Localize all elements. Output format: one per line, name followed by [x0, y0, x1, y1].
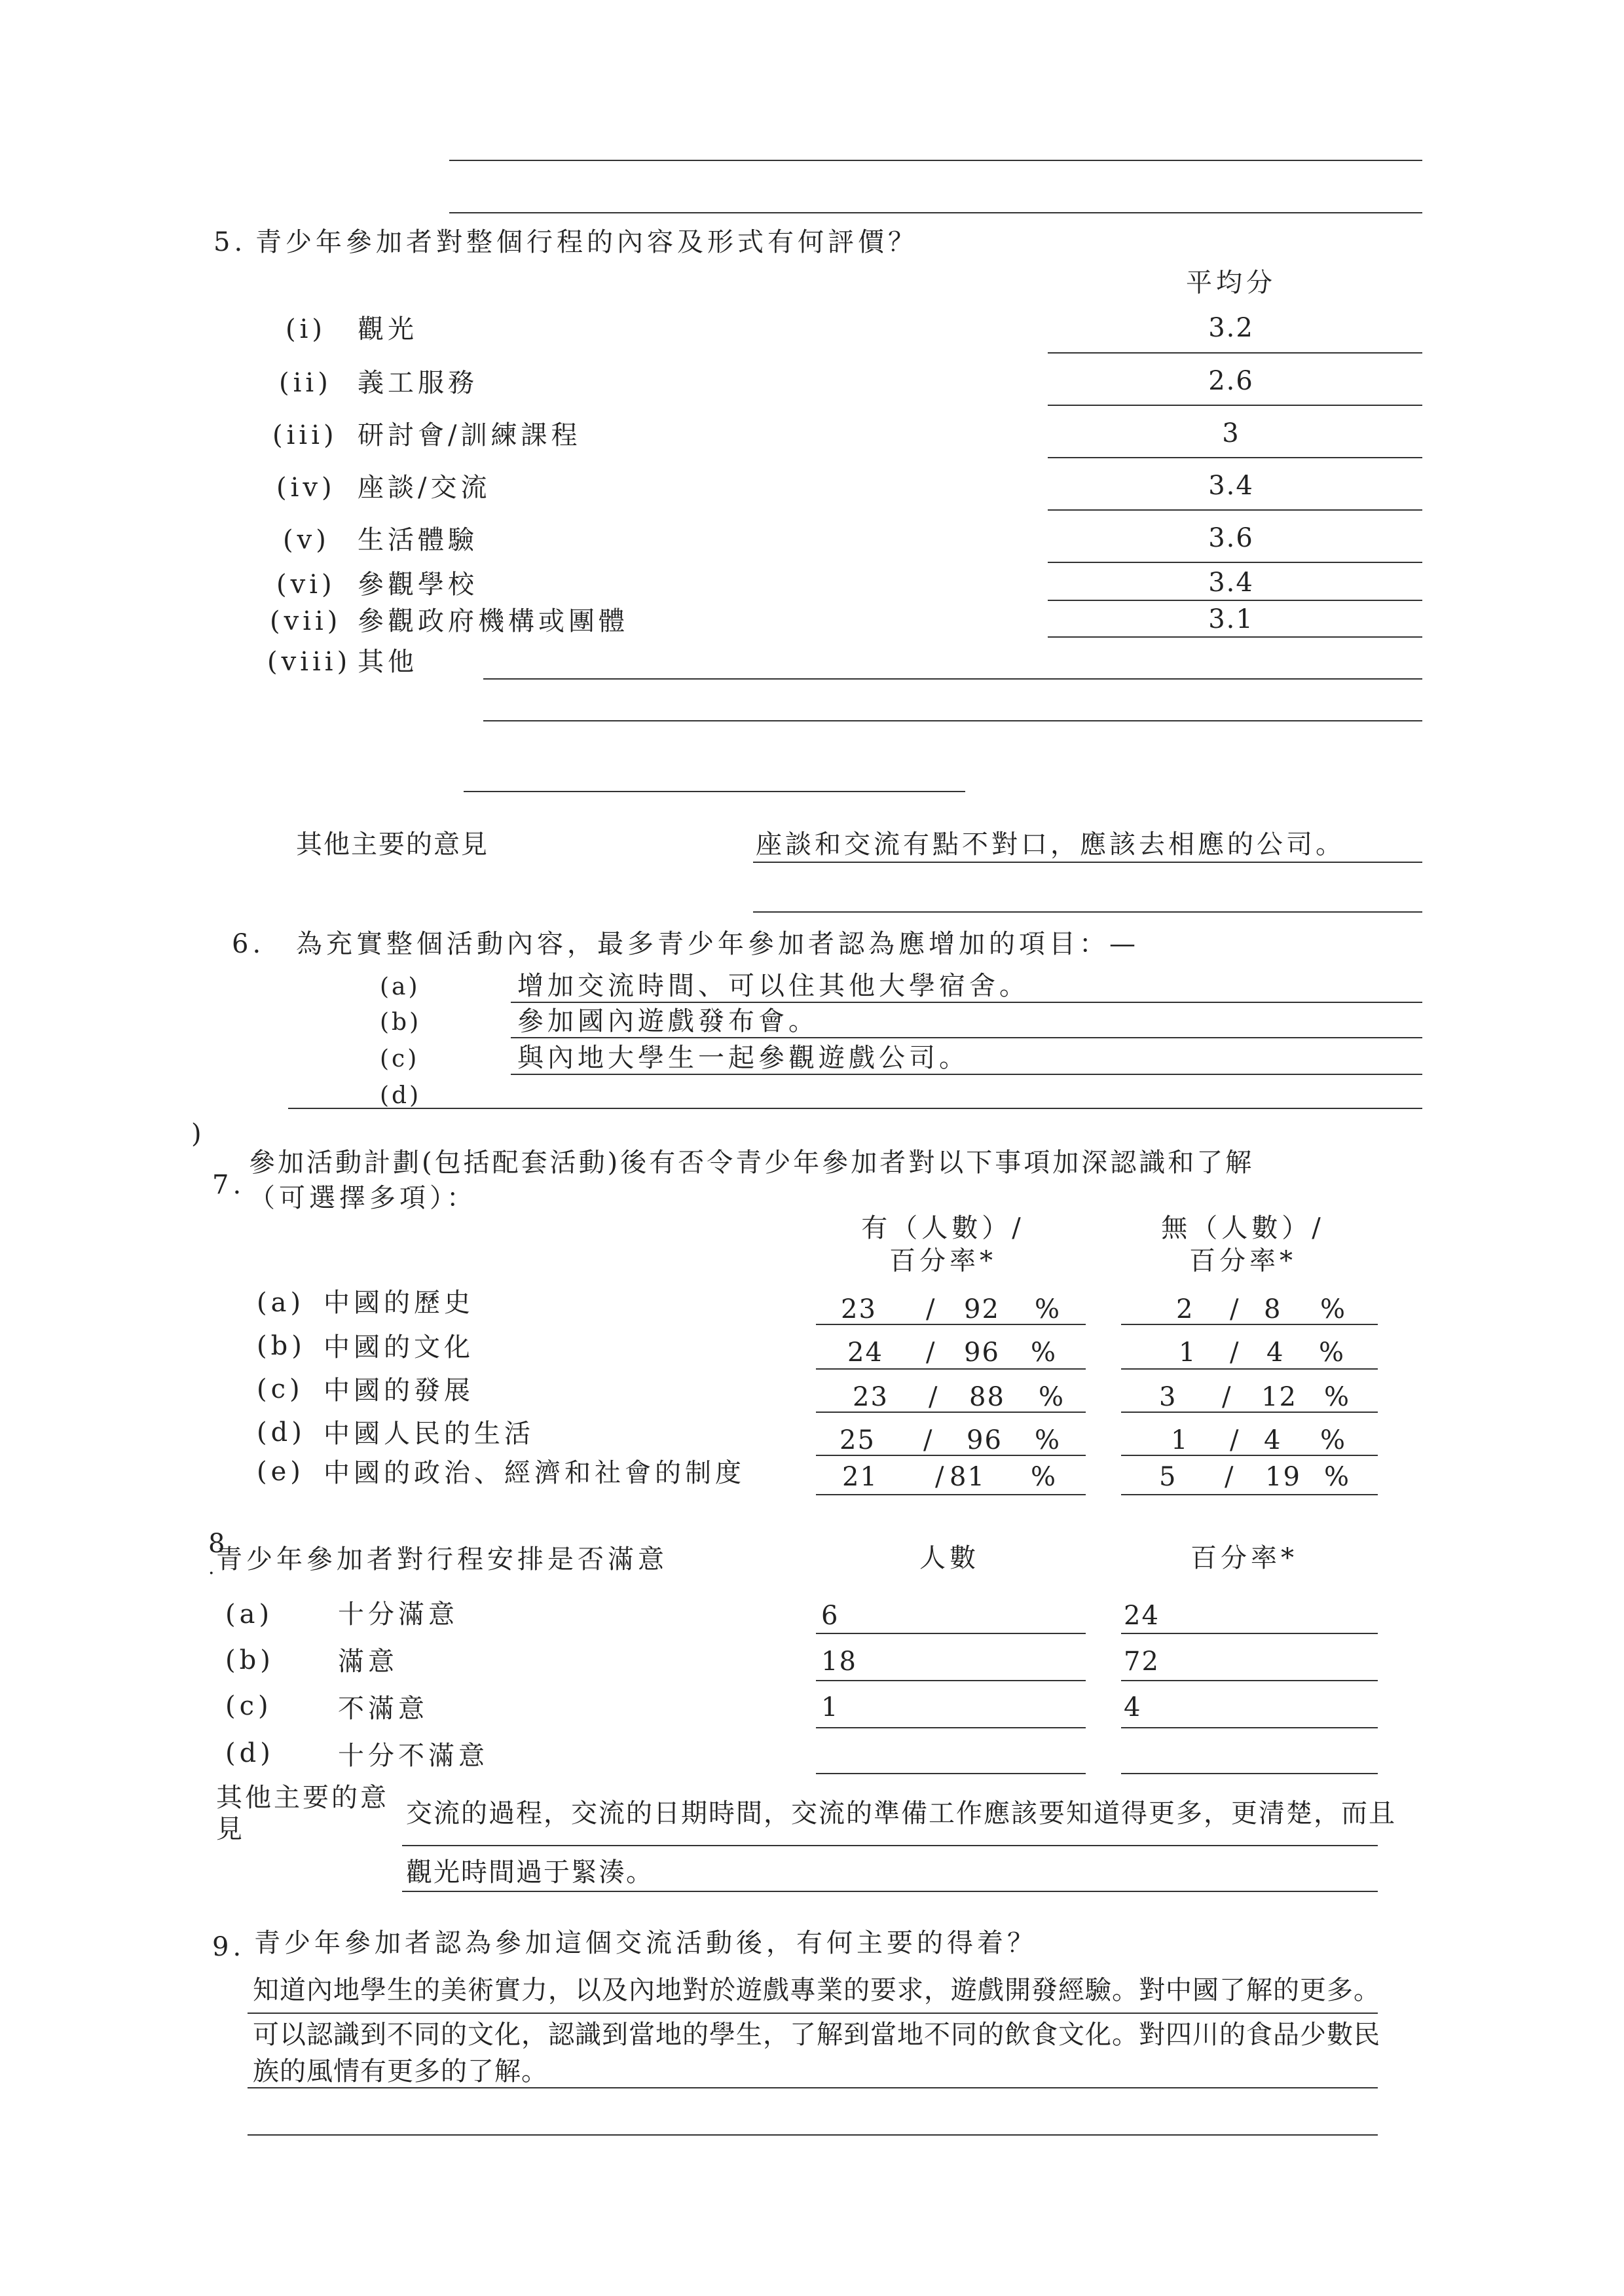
q8-comment-label: 其他主要的意	[216, 1783, 389, 1813]
answer-line	[753, 862, 1422, 863]
answer-line	[1048, 636, 1422, 638]
q8-row-label: 十分不滿意	[338, 1741, 489, 1771]
slash: /	[1230, 1294, 1243, 1324]
answer-line	[816, 1633, 1086, 1634]
q5-question: 青少年參加者對整個行程的內容及形式有何評價？	[255, 227, 918, 257]
q5-item-score: 3.4	[1208, 568, 1254, 598]
answer-line	[288, 1108, 1422, 1109]
q5-item-score: 3.1	[1208, 604, 1254, 634]
blank-line	[449, 212, 1422, 213]
q7-no-pct: 4	[1264, 1425, 1282, 1455]
q5-item-roman: (iv)	[276, 473, 336, 503]
answer-line	[1121, 1680, 1378, 1681]
slash: /	[929, 1382, 942, 1412]
q7-yes-pct: 96	[964, 1338, 1000, 1368]
q7-no-count: 1	[1179, 1338, 1197, 1368]
answer-line	[511, 1037, 1422, 1038]
q6-item-text: 增加交流時間、可以住其他大學宿舍。	[517, 971, 1029, 1001]
slash: /	[1222, 1382, 1235, 1412]
q7-row-letter: (a)	[257, 1288, 305, 1318]
answer-line	[816, 1368, 1086, 1370]
answer-line	[1121, 1324, 1378, 1325]
q8-row-pct: 24	[1124, 1601, 1160, 1631]
answer-line	[1121, 1455, 1378, 1456]
slash: /	[1230, 1338, 1243, 1368]
q8-row-count: 6	[821, 1601, 840, 1631]
answer-line	[1048, 457, 1422, 458]
q9-answer-line: 可以認識到不同的文化，認識到當地的學生，了解到當地不同的飲食文化。對四川的食品少數民	[253, 2020, 1380, 2050]
q7-yes-count: 25	[840, 1425, 876, 1455]
q5-item-roman: (iii)	[272, 420, 338, 450]
q5-item-roman: (vii)	[270, 606, 342, 636]
q5-other-roman: (viii)	[267, 647, 352, 677]
q8-comment-line: 交流的過程，交流的日期時間，交流的準備工作應該要知道得更多，更清楚，而且	[406, 1798, 1396, 1829]
pct-sign: %	[1035, 1294, 1064, 1324]
q5-other-label: 其他	[358, 647, 418, 677]
q5-item-roman: (i)	[286, 314, 327, 344]
q6-item-letter: (a)	[380, 974, 420, 1000]
q5-item-label: 觀光	[358, 314, 418, 344]
q7-no-header-pct: 百分率*	[1189, 1246, 1297, 1276]
answer-line	[248, 2087, 1378, 2088]
pct-sign: %	[1031, 1338, 1060, 1368]
q8-row-letter: (b)	[225, 1645, 274, 1675]
q5-item-score: 3.6	[1208, 523, 1254, 553]
answer-line	[1121, 1727, 1378, 1728]
answer-line	[816, 1324, 1086, 1325]
q8-number: 8	[208, 1529, 229, 1559]
answer-line	[402, 1845, 1378, 1846]
q8-row-pct: 72	[1124, 1647, 1160, 1677]
answer-line	[816, 1773, 1086, 1774]
answer-line	[816, 1680, 1086, 1681]
q8-row-count: 18	[821, 1647, 857, 1677]
slash: /	[926, 1294, 939, 1324]
q7-no-pct: 12	[1261, 1382, 1297, 1412]
answer-line	[1048, 405, 1422, 406]
slash: /	[935, 1462, 944, 1492]
pct-sign: %	[1031, 1462, 1060, 1492]
answer-line	[816, 1727, 1086, 1728]
q6-item-text: 參加國內遊戲發布會。	[517, 1006, 819, 1036]
q7-row-letter: (d)	[257, 1417, 306, 1448]
q8-row-count: 1	[821, 1692, 840, 1722]
answer-line	[483, 678, 1422, 680]
q5-item-label: 座談/交流	[358, 473, 491, 503]
q6-question: 為充實整個活動內容，最多青少年參加者認為應增加的項目：—	[296, 929, 1139, 959]
q7-row-label: 中國的文化	[323, 1332, 474, 1362]
q5-item-roman: (v)	[283, 525, 330, 555]
answer-line	[464, 791, 965, 792]
q7-yes-pct: 88	[969, 1382, 1005, 1412]
pct-sign: %	[1324, 1462, 1354, 1492]
q7-no-header: 無（人數）/	[1161, 1213, 1325, 1243]
blank-line	[449, 160, 1422, 161]
pct-sign: %	[1035, 1425, 1064, 1455]
q8-row-label: 不滿意	[338, 1694, 428, 1724]
q5-item-label: 生活體驗	[358, 525, 478, 555]
q7-question-line2: （可選擇多項）：	[249, 1183, 477, 1213]
q7-yes-pct: 92	[964, 1294, 1000, 1324]
slash: /	[1230, 1425, 1243, 1455]
q8-row-label: 十分滿意	[338, 1599, 458, 1630]
answer-line	[1048, 509, 1422, 511]
q7-yes-pct: 81	[950, 1462, 986, 1492]
q6-item-letter: (d)	[380, 1082, 422, 1109]
q5-item-label: 參觀學校	[358, 570, 478, 600]
q6-item-letter: (c)	[380, 1046, 420, 1072]
q7-no-pct: 4	[1266, 1338, 1285, 1368]
q9-number: 9.	[212, 1932, 246, 1962]
q5-item-roman: (vi)	[276, 570, 336, 600]
answer-line	[1121, 1633, 1378, 1634]
answer-line	[1048, 352, 1422, 354]
q8-pct-header: 百分率*	[1190, 1543, 1298, 1573]
q7-number: 7.	[212, 1170, 246, 1200]
q8-count-header: 人數	[919, 1543, 980, 1573]
q7-no-count: 5	[1159, 1462, 1177, 1492]
answer-line	[483, 720, 1422, 721]
q7-no-count: 2	[1176, 1294, 1194, 1324]
q7-question: 參加活動計劃(包括配套活動)後有否令青少年參加者對以下事項加深認識和了解	[249, 1148, 1255, 1178]
q7-no-count: 1	[1171, 1425, 1189, 1455]
answer-line	[816, 1494, 1086, 1495]
answer-line	[1121, 1368, 1378, 1370]
slash: /	[1225, 1462, 1238, 1492]
q8-dot: ·	[208, 1562, 219, 1585]
q8-row-letter: (a)	[225, 1599, 274, 1630]
pct-sign: %	[1320, 1294, 1350, 1324]
pct-sign: %	[1320, 1425, 1350, 1455]
q9-answer-line: 知道內地學生的美術實力，以及內地對於遊戲專業的要求，遊戲開發經驗。對中國了解的更多。	[253, 1975, 1380, 2005]
q8-row-label: 滿意	[338, 1647, 398, 1677]
q5-item-label: 義工服務	[358, 368, 478, 398]
slash: /	[926, 1338, 939, 1368]
q7-yes-count: 23	[841, 1294, 877, 1324]
q6-number: 6.	[232, 929, 265, 959]
q7-row-label: 中國的政治、經濟和社會的制度	[323, 1458, 745, 1488]
q7-no-pct: 8	[1264, 1294, 1282, 1324]
q8-row-pct: 4	[1124, 1692, 1142, 1722]
answer-line	[1048, 562, 1422, 563]
pct-sign: %	[1324, 1382, 1354, 1412]
answer-line	[511, 1074, 1422, 1075]
q7-yes-count: 21	[842, 1462, 878, 1492]
answer-line	[1048, 600, 1422, 601]
q5-comment: 座談和交流有點不對口，應該去相應的公司。	[756, 829, 1345, 860]
q6-item-text: 與內地大學生一起參觀遊戲公司。	[517, 1043, 969, 1073]
q7-row-label: 中國的歷史	[323, 1288, 474, 1318]
q5-item-score: 3.4	[1208, 471, 1254, 501]
q6-item-letter: (b)	[380, 1009, 422, 1036]
q5-comment-label: 其他主要的意見	[296, 829, 489, 860]
q7-row-letter: (e)	[257, 1457, 304, 1487]
answer-line	[402, 1891, 1378, 1892]
margin-mark: )	[191, 1119, 206, 1149]
q5-item-label: 研討會/訓練課程	[358, 420, 581, 450]
answer-line	[511, 1002, 1422, 1003]
q5-item-label: 參觀政府機構或團體	[358, 606, 629, 636]
q7-yes-header: 有（人數）/	[861, 1213, 1025, 1243]
answer-line	[1121, 1412, 1378, 1413]
q5-item-score: 2.6	[1208, 366, 1254, 396]
answer-line	[753, 911, 1422, 913]
answer-line	[816, 1455, 1086, 1456]
slash: /	[923, 1425, 936, 1455]
q8-row-letter: (c)	[225, 1691, 272, 1721]
answer-line	[248, 2134, 1378, 2136]
q5-score-header: 平均分	[1186, 268, 1276, 298]
answer-line	[1121, 1773, 1378, 1774]
q7-row-label: 中國人民的生活	[323, 1419, 534, 1449]
q7-yes-count: 23	[853, 1382, 889, 1412]
answer-line	[816, 1412, 1086, 1413]
q7-row-letter: (b)	[257, 1331, 306, 1361]
q8-question: 青少年參加者對行程安排是否滿意	[216, 1544, 668, 1575]
answer-line	[1121, 1494, 1378, 1495]
q7-yes-header-pct: 百分率*	[889, 1246, 997, 1276]
pct-sign: %	[1039, 1382, 1068, 1412]
q9-answer-line: 族的風情有更多的了解。	[253, 2056, 548, 2086]
q7-row-letter: (c)	[257, 1374, 304, 1404]
q7-yes-pct: 96	[967, 1425, 1003, 1455]
q5-item-score: 3	[1222, 418, 1240, 448]
q5-item-roman: (ii)	[279, 368, 332, 398]
q7-row-label: 中國的發展	[323, 1376, 474, 1406]
q8-row-letter: (d)	[225, 1738, 274, 1768]
answer-line	[248, 2013, 1378, 2014]
q9-question: 青少年參加者認為參加這個交流活動後，有何主要的得着？	[254, 1928, 1037, 1958]
q8-comment-line: 觀光時間過于緊湊。	[406, 1857, 654, 1887]
q7-no-pct: 19	[1265, 1462, 1301, 1492]
q5-number: 5.	[213, 227, 247, 257]
q8-comment-label-cont: 見	[216, 1814, 246, 1844]
q7-yes-count: 24	[847, 1338, 883, 1368]
pct-sign: %	[1319, 1338, 1348, 1368]
q5-item-score: 3.2	[1208, 313, 1254, 343]
q7-no-count: 3	[1159, 1382, 1177, 1412]
